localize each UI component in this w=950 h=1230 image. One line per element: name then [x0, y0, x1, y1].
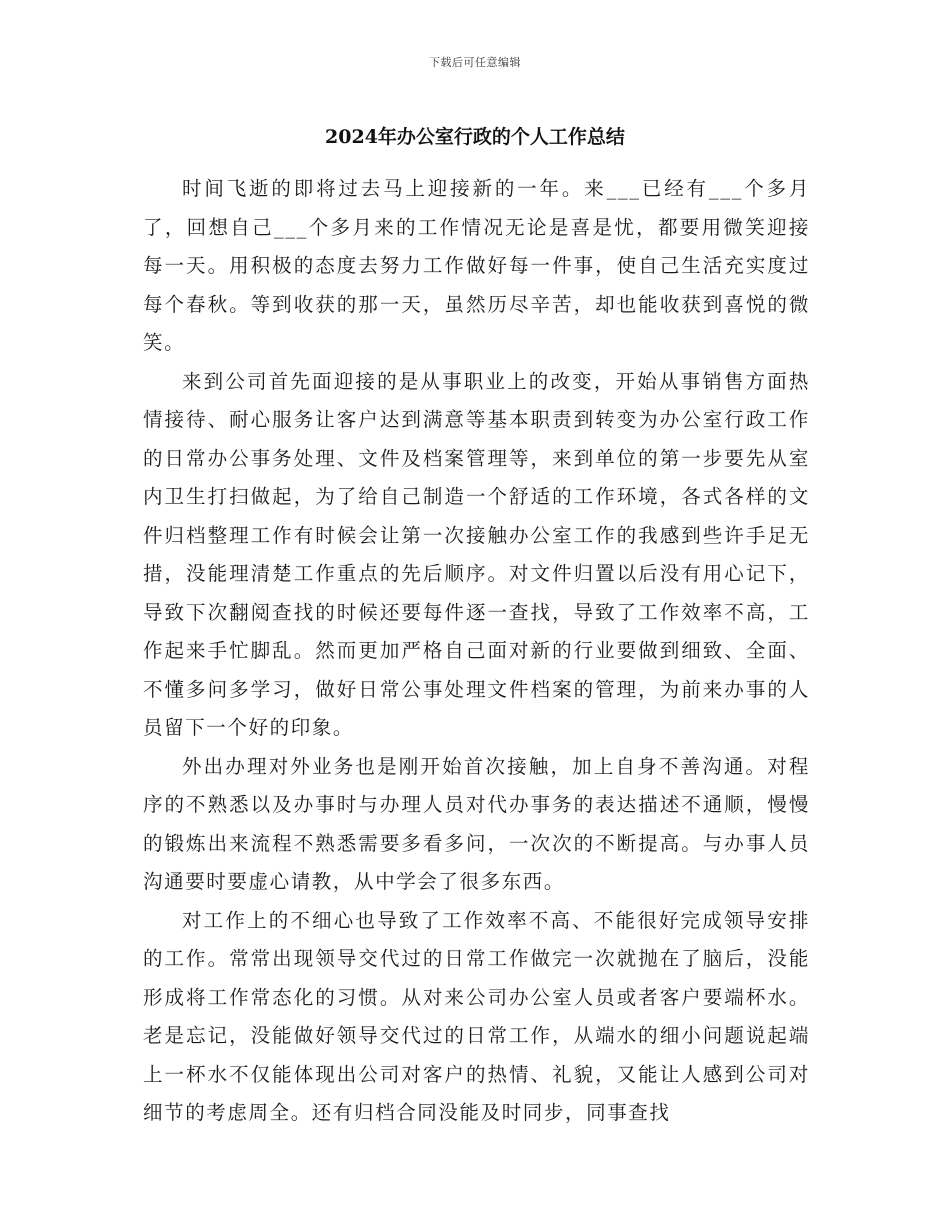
- document-title: 2024年办公室行政的个人工作总结: [325, 126, 625, 148]
- document-body: [143, 170, 810, 1133]
- paragraph-3: 外出办理对外业务也是刚开始首次接触，加上自身不善沟通。对程序的不熟悉以及办事时与办理人员对代办事务的表达描述不通顺，慢慢的锻炼出来流程不熟悉需要多看多问，一次次的不断提高。与办事人员沟通要时要虚心请教，从中学会了很多东西。: [143, 754, 810, 893]
- paragraph-4: 对工作上的不细心也导致了工作效率不高、不能很好完成领导安排的工作。常常出现领导交代过的日常工作做完一次就抛在了脑后，没能形成将工作常态化的习惯。从对来公司办公室人员或者客户要端杯水。老是忘记，没能做好领导交代过的日常工作，从端水的细小问题说起端上一杯水不仅能体现出公司对客户的热情、礼貌，又能让人感到公司对细节的考虑周全。还有归档合同没能及时同步，同事查找: [143, 908, 810, 1124]
- page-header-note: 下载后可任意编辑: [429, 56, 521, 69]
- paragraph-1: 时间飞逝的即将过去马上迎接新的一年。来___已经有___个多月了，回想自己___个多月来的工作情况无论是喜是忧，都要用微笑迎接每一天。用积极的态度去努力工作做好每一件事，使自己生活充实度过每个春秋。等到收获的那一天，虽然历尽辛苦，却也能收获到喜悦的微笑。: [143, 177, 810, 354]
- paragraph-2: 来到公司首先面迎接的是从事职业上的改变，开始从事销售方面热情接待、耐心服务让客户达到满意等基本职责到转变为办公室行政工作的日常办公事务处理、文件及档案管理等，来到单位的第一步要先从室内卫生打扫做起，为了给自己制造一个舒适的工作环境，各式各样的文件归档整理工作有时候会让第一次接触办公室工作的我感到些许手足无措，没能理清楚工作重点的先后顺序。对文件归置以后没有用心记下，导致下次翻阅查找的时候还要每件逐一查找，导致了工作效率不高，工作起来手忙脚乱。然而更加严格自己面对新的行业要做到细致、全面、不懂多问多学习，做好日常公事处理文件档案的管理，为前来办事的人员留下一个好的印象。: [143, 369, 810, 739]
